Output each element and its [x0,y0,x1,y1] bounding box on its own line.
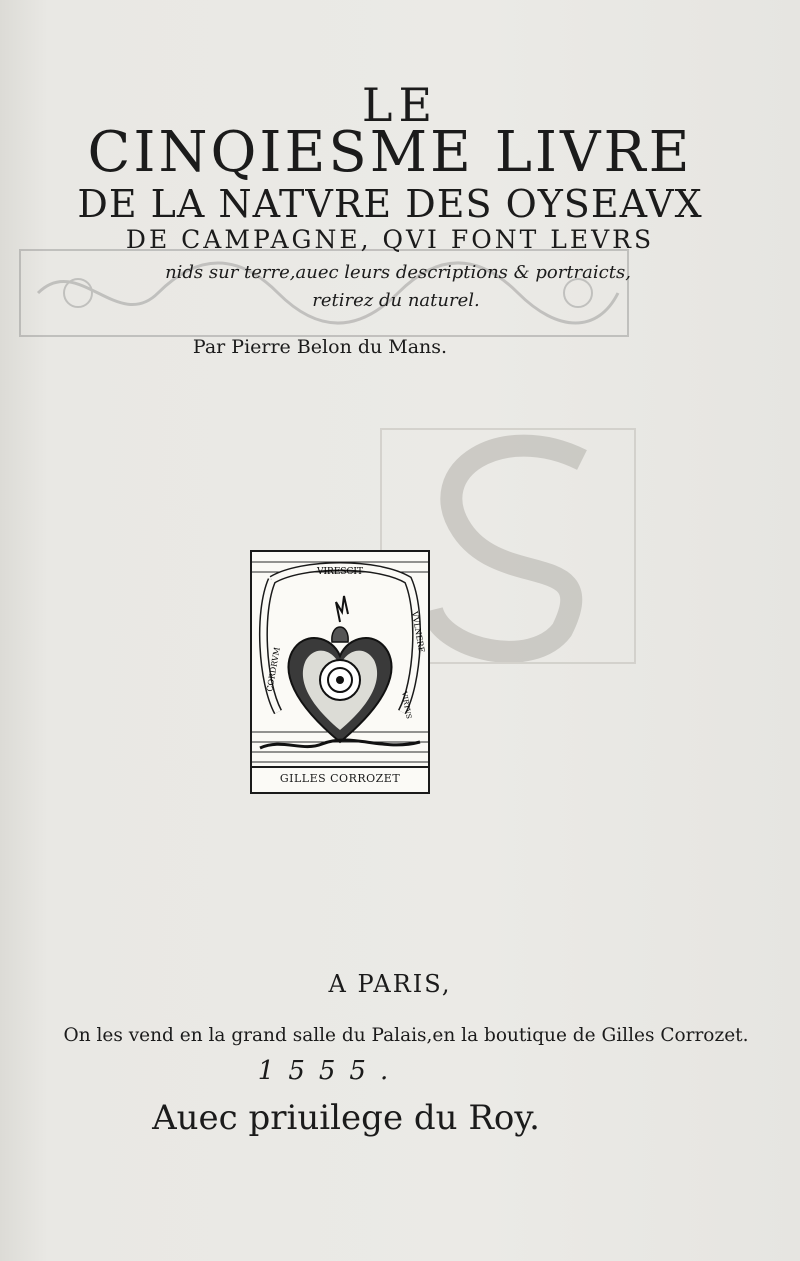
title-line-3: DE LA NATVRE DES OYSEAVX [77,182,703,226]
title-line-2: CINQIESME LIVRE [87,120,693,185]
mark-ribbon-left: CORDRVM [265,646,282,693]
printers-mark [250,550,430,794]
mark-ribbon-top: VIRESCIT [316,567,364,577]
title-line-5: nids sur terre,auec leurs descriptions & portraicts, [165,262,631,283]
imprint-year: 1555. [257,1056,403,1086]
imprint-city: A PARIS, [328,970,452,998]
author-line: Par Pierre Belon du Mans. [192,336,448,358]
mark-ribbon-bottom: VIRTVS [400,690,413,720]
title-line-4: DE CAMPAGNE, QVI FONT LEVRS [125,225,655,254]
title-line-6: retirez du naturel. [312,290,480,311]
title-line-1: LE [361,78,439,132]
printers-mark-heart-icon [252,552,428,768]
privilege-line: Auec priuilege du Roy. [152,1098,540,1138]
mark-ribbon-right: VVLNERE [410,610,427,654]
imprint-seller: On les vend en la grand salle du Palais,en la boutique de Gilles Corrozet. [63,1025,749,1046]
printers-mark-caption: GILLES CORROZET [252,766,428,792]
